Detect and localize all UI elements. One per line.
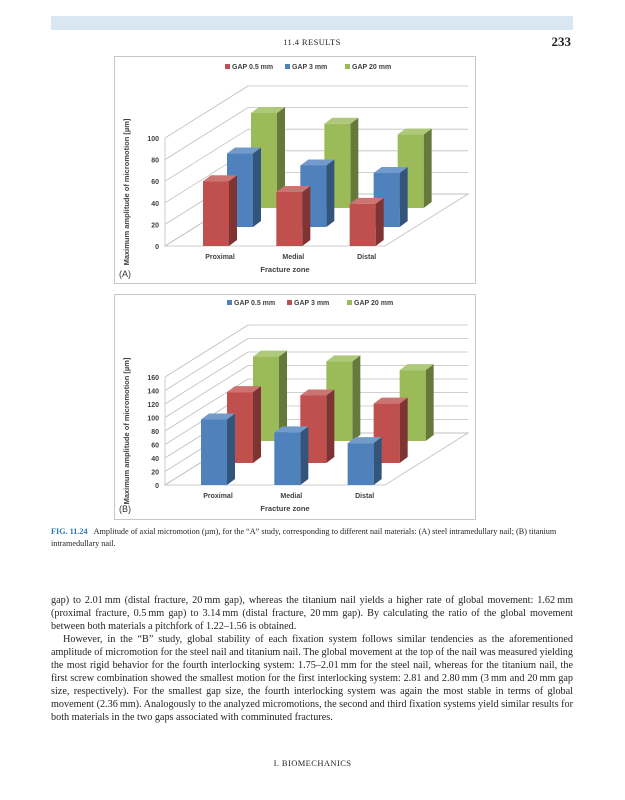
- bar: [348, 443, 374, 485]
- x-tick-label: Proximal: [203, 493, 233, 500]
- x-tick-label: Medial: [280, 493, 303, 500]
- bar-side: [253, 386, 261, 463]
- legend-swatch: [287, 300, 292, 305]
- legend-label: GAP 0.5 mm: [232, 64, 274, 71]
- chart-b-svg: [115, 295, 475, 519]
- bar: [203, 181, 229, 246]
- bar-side: [400, 398, 408, 463]
- y-tick-label: 40: [151, 456, 159, 463]
- bar-side: [350, 118, 358, 208]
- legend-swatch: [285, 64, 290, 69]
- running-header: [51, 34, 573, 50]
- header-band: [51, 16, 573, 30]
- legend-label: GAP 3 mm: [292, 64, 328, 71]
- y-axis-title: Maximum amplitude of micromotion [µm]: [122, 118, 131, 266]
- x-tick-label: Distal: [357, 254, 377, 261]
- legend-swatch: [347, 300, 352, 305]
- bar-side: [326, 159, 334, 227]
- y-axis-title: Maximum amplitude of micromotion [µm]: [122, 357, 131, 505]
- x-tick-label: Distal: [355, 493, 375, 500]
- legend-label: GAP 0.5 mm: [234, 300, 276, 307]
- side-gridline: [165, 339, 248, 391]
- bar-side: [400, 167, 408, 227]
- chart-a-svg: [115, 57, 475, 283]
- body-text: [51, 594, 573, 724]
- bar-side: [374, 437, 382, 485]
- y-tick-label: 20: [151, 469, 159, 477]
- y-tick-label: 40: [151, 200, 159, 208]
- page-number: 233: [551, 34, 571, 49]
- legend-swatch: [345, 64, 350, 69]
- y-tick-label: 0: [155, 244, 159, 251]
- side-gridline: [165, 86, 248, 138]
- x-axis-title: Fracture zone: [260, 504, 310, 513]
- legend-swatch: [225, 64, 230, 69]
- y-tick-label: 80: [151, 157, 159, 165]
- side-gridline: [165, 325, 248, 377]
- panel-label: (B): [119, 504, 131, 514]
- y-tick-label: 120: [147, 402, 159, 409]
- y-tick-label: 100: [147, 136, 159, 143]
- y-tick-label: 60: [151, 179, 159, 187]
- chart-a: [114, 56, 476, 284]
- bar-side: [352, 355, 360, 441]
- bar-side: [300, 426, 308, 485]
- caption-text: Amplitude of axial micromotion (µm), for the “A” study, corresponding to different nail materials: (A) steel intramedullary nail; (B) titanium intramedullary nail.: [51, 527, 557, 548]
- y-tick-label: 60: [151, 442, 159, 450]
- legend-label: GAP 3 mm: [294, 300, 330, 307]
- y-tick-label: 0: [155, 483, 159, 490]
- legend-label: GAP 20 mm: [354, 300, 394, 307]
- bar-side: [253, 148, 261, 227]
- y-tick-label: 140: [147, 388, 159, 396]
- legend-swatch: [227, 300, 232, 305]
- x-tick-label: Medial: [282, 254, 305, 261]
- chart-b: [114, 294, 476, 520]
- page-footer: I. BIOMECHANICS: [273, 758, 352, 768]
- section-title: 11.4 RESULTS: [283, 37, 341, 47]
- bar-side: [227, 414, 235, 485]
- x-axis-title: Fracture zone: [260, 265, 310, 274]
- y-tick-label: 160: [147, 375, 159, 382]
- bar: [276, 192, 302, 246]
- y-tick-label: 20: [151, 222, 159, 230]
- bar-side: [424, 129, 432, 208]
- bar-side: [326, 390, 334, 464]
- bar-side: [426, 364, 434, 441]
- bar: [274, 432, 300, 485]
- bar-side: [302, 186, 310, 246]
- bar-side: [229, 175, 237, 246]
- bar-side: [376, 198, 384, 246]
- legend-label: GAP 20 mm: [352, 64, 392, 71]
- y-tick-label: 80: [151, 429, 159, 436]
- paragraph: However, in the “B” study, global stability of each fixation system follows similar tendencies as the aforementioned amplitude of micromotion for the steel nail and titanium nail. The global movement at the top of the nail was measured yielding the most rigid behavior for the fourth interlocking system: 1.75–2.01 mm for the steel nail, whereas for the titanium nail, the first screw combination showed the smallest motion for the first interlocking system: 2.81 and 2.80 mm (3 mm and 20 mm gap size, respectively). For the smallest gap size, the fourth interlocking system was again the most stable in terms of global movement (2.36 mm). Analogously to the analyzed micromotions, the second and third fixation systems yield similar results for both materials in the two gaps associated with comminuted fractures.: [51, 634, 573, 723]
- bar: [201, 420, 227, 485]
- bar: [350, 204, 376, 246]
- figure-label: FIG. 11.24: [51, 527, 88, 536]
- paragraph: gap) to 2.01 mm (distal fracture, 20 mm gap), whereas the titanium nail yields a higher rate of global movement: 1.62 mm (proximal fracture, 0.5 mm gap) to 3.14 mm (distal fracture, 20 mm gap). By calculating the ratio of the global movement between both materials a pitchfork of 1.22–1.56 is obtained.: [51, 595, 573, 632]
- y-tick-label: 100: [147, 415, 159, 423]
- figure-caption: [51, 526, 573, 550]
- x-tick-label: Proximal: [205, 254, 235, 261]
- panel-label: (A): [119, 269, 131, 279]
